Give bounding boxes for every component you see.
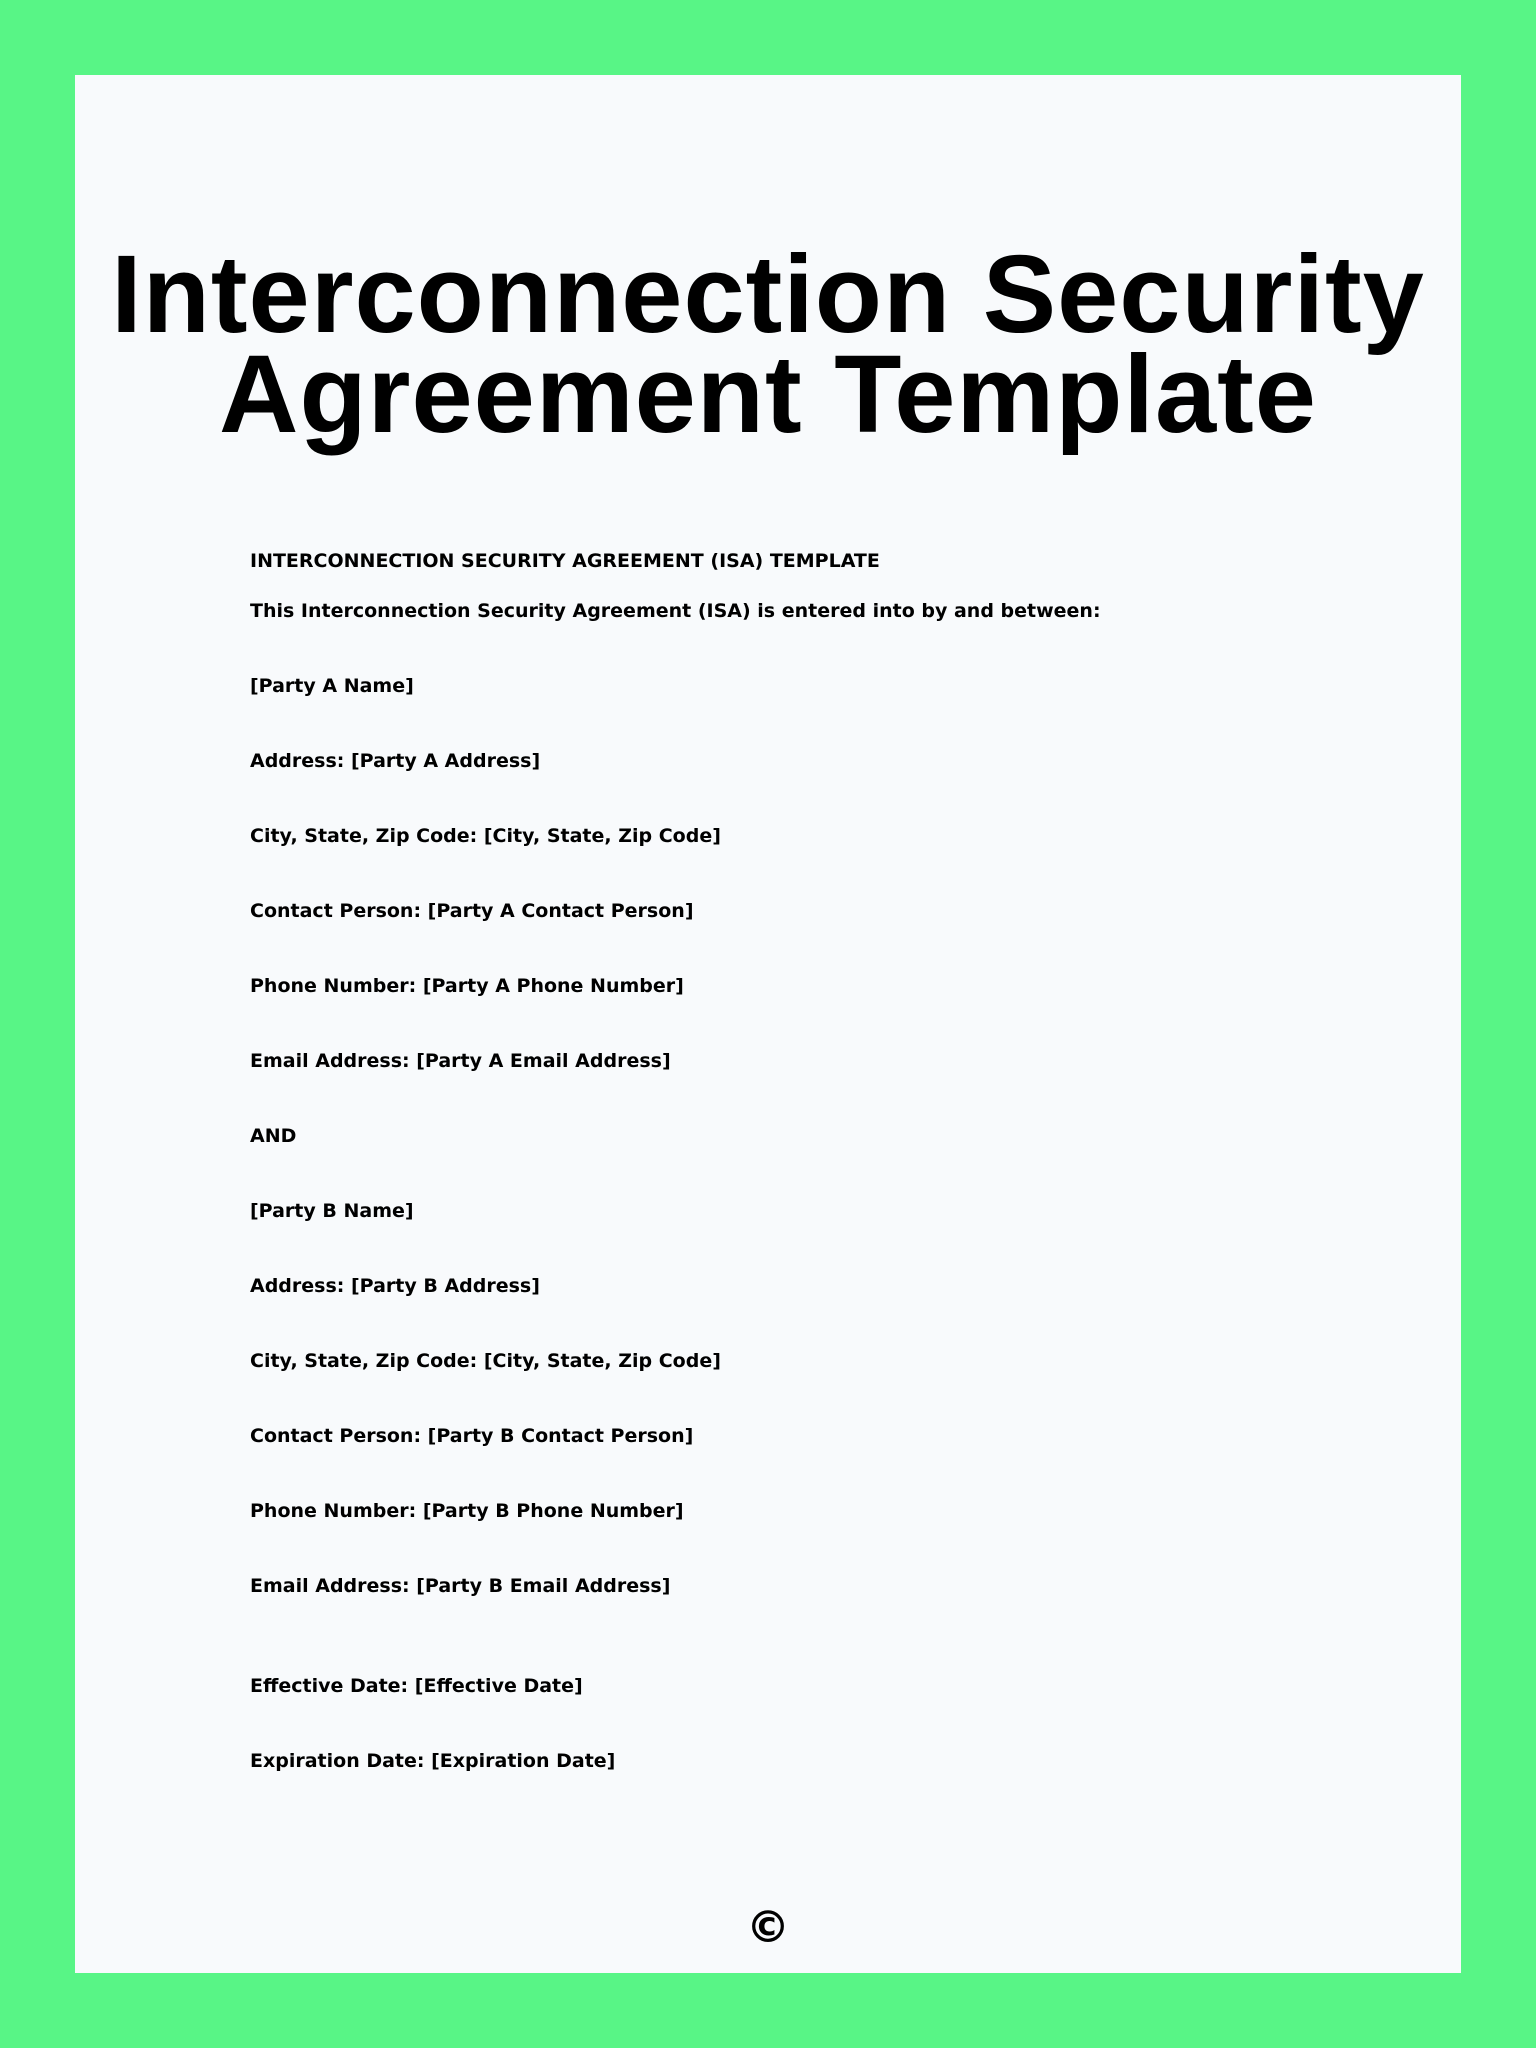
party-a-email: Email Address: [Party A Email Address] <box>250 1050 671 1072</box>
document-title <box>75 233 1461 456</box>
party-b-name: [Party B Name] <box>250 1200 414 1222</box>
party-b-phone: Phone Number: [Party B Phone Number] <box>250 1500 684 1522</box>
party-b-city-state-zip: City, State, Zip Code: [City, State, Zip Code] <box>250 1350 721 1372</box>
party-a-phone: Phone Number: [Party A Phone Number] <box>250 975 684 997</box>
expiration-date: Expiration Date: [Expiration Date] <box>250 1750 616 1772</box>
title-line-2: Agreement Template <box>219 333 1317 456</box>
document-page <box>75 75 1461 1973</box>
intro-paragraph: This Interconnection Security Agreement (ISA) is entered into by and between: <box>250 600 1101 622</box>
agreement-heading: INTERCONNECTION SECURITY AGREEMENT (ISA) TEMPLATE <box>250 550 880 572</box>
party-a-contact: Contact Person: [Party A Contact Person] <box>250 900 694 922</box>
party-b-email: Email Address: [Party B Email Address] <box>250 1575 671 1597</box>
title-line-1: Interconnection Security <box>111 233 1425 356</box>
party-a-city-state-zip: City, State, Zip Code: [City, State, Zip Code] <box>250 825 721 847</box>
effective-date: Effective Date: [Effective Date] <box>250 1675 583 1697</box>
party-a-address: Address: [Party A Address] <box>250 750 541 772</box>
party-b-contact: Contact Person: [Party B Contact Person] <box>250 1425 694 1447</box>
copyright-icon: © <box>746 1902 790 1953</box>
and-separator: AND <box>250 1125 297 1147</box>
party-a-name: [Party A Name] <box>250 675 414 697</box>
party-b-address: Address: [Party B Address] <box>250 1275 540 1297</box>
